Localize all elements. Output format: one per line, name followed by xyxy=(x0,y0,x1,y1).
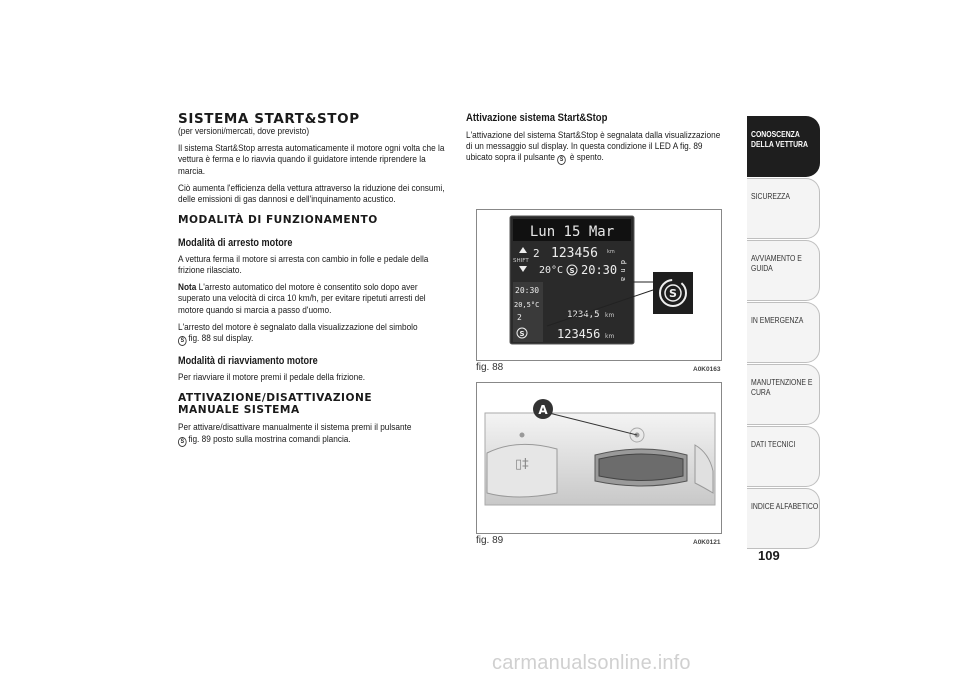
tab-label: IN EMERGENZA xyxy=(751,315,804,325)
tab-indice[interactable] xyxy=(747,488,820,549)
modalita-block xyxy=(178,237,450,383)
display-trip-unit: km xyxy=(605,312,615,319)
display-odo-top: 123456 xyxy=(551,246,598,261)
intro-paragraph-2: Ciò aumenta l'efficienza della vettura attraverso la riduzione dei consumi, delle emissioni di gas dannosi e dell'inquinamento acustico. xyxy=(178,182,445,206)
svg-text:S: S xyxy=(669,287,677,300)
display-trip-value: 1234,5 xyxy=(567,310,600,320)
left-column xyxy=(178,112,450,447)
fig-89-code: A0K0121 xyxy=(693,539,721,546)
svg-text:S: S xyxy=(569,267,575,275)
attiv-text-2: fig. 89 posto sulla mostrina comandi plancia. xyxy=(188,433,351,445)
start-stop-inline-icon: S xyxy=(557,155,566,165)
tab-manutenzione[interactable] xyxy=(747,364,820,425)
watermark: carmanualsonline.info xyxy=(492,652,691,674)
segnalato-text-2: fig. 88 sul display. xyxy=(188,333,254,345)
dashboard-display-illustration xyxy=(477,210,721,360)
tab-label: DATI TECNICI xyxy=(751,439,796,449)
start-stop-symbol-icon: S xyxy=(178,336,187,346)
tab-label: SICUREZZA xyxy=(751,191,790,201)
right-column xyxy=(466,112,722,165)
chapter-sidebar xyxy=(747,116,820,550)
heading-riavvio: Modalità di riavviamento motore xyxy=(178,355,318,368)
heading-attivazione: ATTIVAZIONE/DISATTIVAZIONE MANUALE SISTEMA xyxy=(178,392,373,416)
attiv-text: Per attivare/disattivare manualmente il sistema premi il pulsante xyxy=(178,422,412,434)
right-text-block xyxy=(466,130,724,165)
segnalato-text: L'arresto del motore è segnalato dalla visualizzazione del simbolo xyxy=(178,321,418,333)
attivazione-block xyxy=(178,422,450,446)
nota-text: L'arresto automatico del motore è consentito solo dopo aver superato una velocità di circa 10 km/h, per evitare ripetuti arresti del motore quando si marcia a passo d'uomo. xyxy=(178,282,426,316)
start-stop-button-icon: S xyxy=(178,437,187,447)
svg-text:▯‡: ▯‡ xyxy=(515,457,529,472)
left-text-block xyxy=(178,126,450,205)
segnalato-paragraph xyxy=(178,322,450,346)
display-shift: SHIFT xyxy=(513,258,529,264)
intro-paragraph-1: Il sistema Start&Stop arresta automaticamente il motore ogni volta che la vettura è ferma e lo riavvia quando il guidatore intende riprendere la marcia. xyxy=(178,143,445,177)
label-a: A xyxy=(538,403,548,417)
tab-conoscenza[interactable] xyxy=(747,116,820,177)
svg-text:S: S xyxy=(519,330,525,338)
display-date: Lun 15 Mar xyxy=(529,224,615,240)
display-time: 20:30 xyxy=(581,263,618,277)
tab-label: MANUTENZIONE E CURA xyxy=(751,377,813,397)
heading-attivazione-sistema: Attivazione sistema Start&Stop xyxy=(466,112,608,124)
display-temp: 20°C xyxy=(539,265,564,276)
page-number: 109 xyxy=(758,548,780,563)
heading-arresto: Modalità di arresto motore xyxy=(178,236,293,249)
tab-sicurezza[interactable] xyxy=(747,178,820,239)
tab-label: AVVIAMENTO E GUIDA xyxy=(751,253,802,273)
subtitle: (per versioni/mercati, dove previsto) xyxy=(178,126,310,137)
fig-89-caption: fig. 89 xyxy=(476,535,504,546)
display-odo-unit: km xyxy=(607,249,615,255)
fig-88-caption: fig. 88 xyxy=(476,362,504,373)
tab-emergenza[interactable] xyxy=(747,302,820,363)
riavvio-paragraph: Per riavviare il motore premi il pedale della frizione. xyxy=(178,372,366,384)
attivazione-paragraph xyxy=(178,422,450,446)
fig-88-code: A0K0163 xyxy=(693,366,721,373)
tab-label: CONOSCENZA DELLA VETTURA xyxy=(751,129,808,149)
attivazione-sistema-paragraph xyxy=(466,130,724,165)
nota-label: Nota xyxy=(178,282,197,294)
display-gear-a: 2 xyxy=(533,247,540,260)
dashboard-button-illustration xyxy=(477,383,721,533)
right-text-2: è spento. xyxy=(569,152,604,164)
page-title: SISTEMA START&STOP xyxy=(178,111,360,127)
display-trip-temp: 20,5°C xyxy=(514,301,540,309)
tab-dati-tecnici[interactable] xyxy=(747,426,820,487)
display-gear-b: 2 xyxy=(517,313,522,322)
heading-modalita: MODALITÀ DI FUNZIONAMENTO xyxy=(178,214,378,227)
display-side-letters: d n a xyxy=(619,260,627,282)
tab-label: INDICE ALFABETICO xyxy=(751,501,819,511)
figure-89 xyxy=(476,382,722,534)
tab-avviamento[interactable] xyxy=(747,240,820,301)
nota-paragraph xyxy=(178,282,450,316)
display-trip-time: 20:30 xyxy=(515,286,540,295)
right-text-1: L'attivazione del sistema Start&Stop è segnalata dalla visualizzazione di un messaggio sul display. In questa condizione il LED A fig. 89 ubicato sopra il pulsante xyxy=(466,130,721,164)
figure-88 xyxy=(476,209,722,361)
arresto-paragraph: A vettura ferma il motore si arresta con cambio in folle e pedale della frizione rilasciato. xyxy=(178,253,429,277)
display-odo-bottom-unit: km xyxy=(605,333,615,340)
display-odo-bottom: 123456 xyxy=(557,327,601,341)
